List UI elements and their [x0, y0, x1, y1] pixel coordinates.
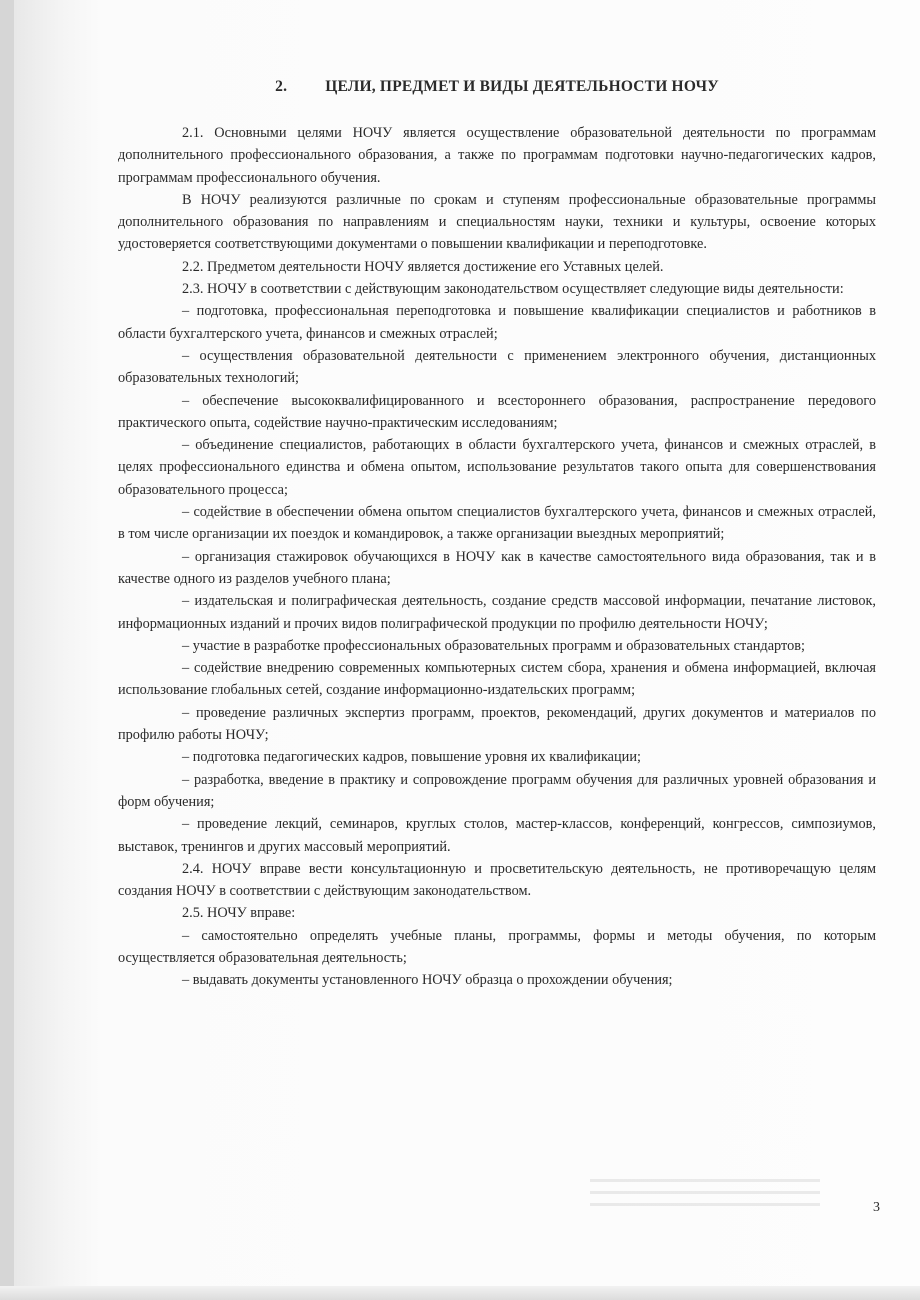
- list-item: – осуществления образовательной деятельности с применением электронного обучения, дистанционных образовательных технологий;: [118, 347, 876, 387]
- list-item: – подготовка педагогических кадров, повышение уровня их квалификации;: [182, 749, 641, 766]
- list-item: – разработка, введение в практику и сопровождение программ обучения для различных уровней образования и форм обучения;: [118, 771, 876, 810]
- list-item: – содействие в обеспечении обмена опытом специалистов бухгалтерского учета, финансов и смежных отраслей, в том числе организации их поездок и командировок, а также организации выездных мероприятий;: [118, 504, 876, 543]
- list-item: – организация стажировок обучающихся в НОЧУ как в качестве самостоятельного вида образования, так и в качестве одного из разделов учебного плана;: [118, 548, 876, 587]
- paragraph-programs: В НОЧУ реализуются различные по срокам и ступеням профессиональные образовательные программы дополнительного образования по направлениям и специальностям науки, техники и культуры, освоение которых удостоверяется соответствующими документами о повышении квалификации и переподготовке.: [118, 191, 876, 253]
- section-number: 2.: [275, 78, 288, 95]
- paragraph-2-3: 2.3. НОЧУ в соответствии с действующим законодательством осуществляет следующие виды деятельности:: [182, 281, 844, 298]
- paragraph-2-4: 2.4. НОЧУ вправе вести консультационную и просветительскую деятельность, не противоречащую целям создания НОЧУ в соответствии с действующим законодательством.: [118, 860, 876, 900]
- list-item: – объединение специалистов, работающих в области бухгалтерского учета, финансов и смежных отраслей, в целях профессионального единства и обмена опытом, использование результатов такого опыта для совершенствования образовательного процесса;: [118, 437, 876, 498]
- paragraph-2-5: 2.5. НОЧУ вправе:: [182, 905, 296, 922]
- list-item: – обеспечение высококвалифицированного и всестороннего образования, распространение передового практического опыта, содействие научно-практическим исследованиям;: [118, 392, 876, 431]
- document-content: [118, 78, 876, 992]
- section-heading: [118, 78, 876, 96]
- scan-bottom-edge: [0, 1286, 920, 1300]
- paragraph-2-1: 2.1. Основными целями НОЧУ является осуществление образовательной деятельности по программам дополнительного профессионального образования, а также по программам подготовки научно-педагогических кадров, программам профессионального обучения.: [118, 125, 876, 186]
- list-item: – содействие внедрению современных компьютерных систем сбора, хранения и обмена информацией, включая использование глобальных сетей, создание информационно-издательских программ;: [118, 660, 876, 699]
- list-item: – подготовка, профессиональная переподготовка и повышение квалификации специалистов и работников в области бухгалтерского учета, финансов и смежных отраслей;: [118, 303, 876, 342]
- list-item: – самостоятельно определять учебные планы, программы, формы и методы обучения, по которым осуществляется образовательная деятельность;: [118, 927, 876, 966]
- page-number: 3: [873, 1200, 880, 1215]
- scan-left-edge: [0, 0, 14, 1300]
- list-item: – проведение различных экспертиз программ, проектов, рекомендаций, других документов и материалов по профилю работы НОЧУ;: [118, 704, 876, 744]
- list-item: – издательская и полиграфическая деятельность, создание средств массовой информации, печатание листовок, информационных изданий и прочих видов полиграфической продукции по профилю деятельности НОЧУ;: [118, 593, 876, 632]
- paragraph-2-2: 2.2. Предметом деятельности НОЧУ является достижение его Уставных целей.: [182, 258, 664, 275]
- section-title: ЦЕЛИ, ПРЕДМЕТ И ВИДЫ ДЕЯТЕЛЬНОСТИ НОЧУ: [325, 78, 719, 95]
- list-item: – выдавать документы установленного НОЧУ образца о прохождении обучения;: [182, 972, 673, 989]
- list-item: – проведение лекций, семинаров, круглых столов, мастер-классов, конференций, конгрессов, симпозиумов, выставок, тренингов и других массовый мероприятий.: [118, 816, 876, 855]
- faint-bleed-through-marks: [590, 1170, 820, 1230]
- list-item: – участие в разработке профессиональных образовательных программ и образовательных стандартов;: [182, 637, 805, 654]
